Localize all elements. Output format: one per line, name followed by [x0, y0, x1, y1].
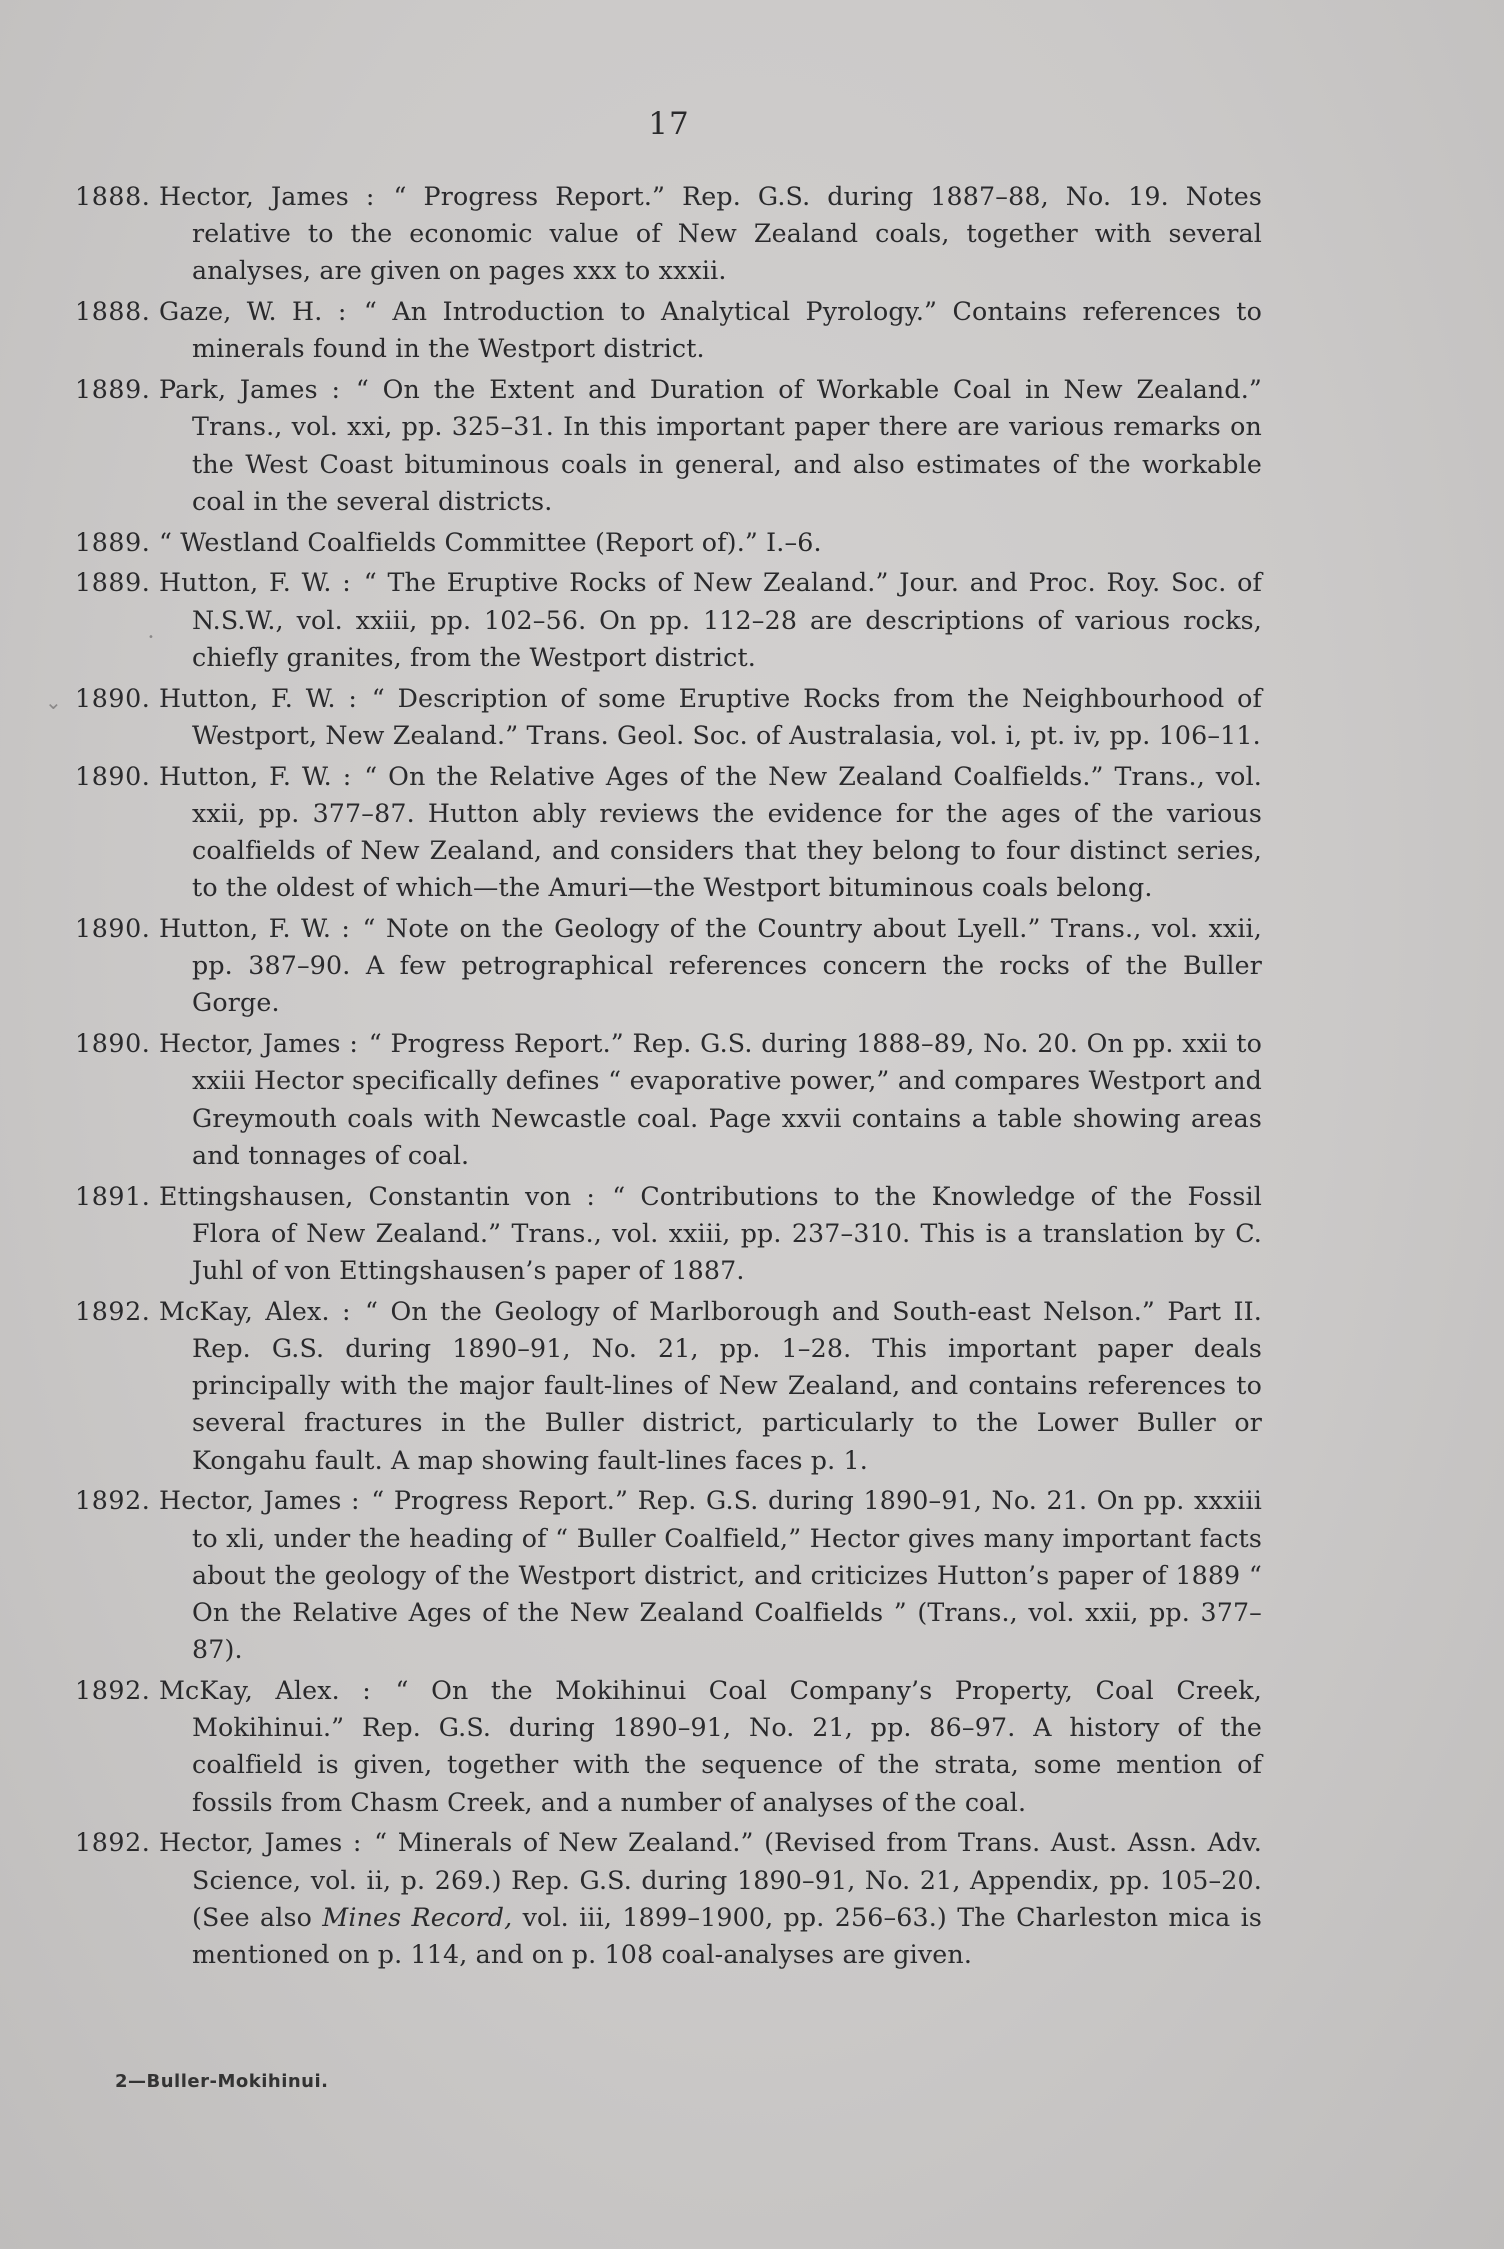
entry-text: “ Description of some Eruptive Rocks from the Neighbourhood of Westport, New Zealand.” Trans. Geol. Soc. of Australasia, vol. i, pt. iv, pp. 106–11. — [192, 683, 1262, 750]
entry-text: “ On the Mokihinui Coal Company’s Property, Coal Creek, Mokihinui.” Rep. G.S. during 1890–91, No. 21, pp. 86–97. A history of the coalfield is given, together with the sequence of the strata, some mention of fossils from Chasm Creek, and a number of analyses of the coal. — [192, 1676, 1262, 1817]
entry-author: Hector, James : — [159, 1828, 362, 1858]
bibliography-entry — [75, 1293, 1262, 1479]
bibliography-entry — [75, 1672, 1262, 1821]
bibliography-entry — [75, 293, 1262, 367]
margin-speck: • — [148, 632, 154, 643]
entry-text: “ Progress Report.” Rep. G.S. during 1888–89, No. 20. On pp. xxii to xxiii Hector specifically defines “ evaporative power,” and compares Westport and Greymouth coals with Newcastle coal. Page xxvii contains a table showing areas and tonnages of coal. — [192, 1029, 1262, 1170]
entry-author: Hutton, F. W. : — [159, 761, 352, 791]
entry-author: Hector, James : — [159, 1486, 360, 1516]
entry-author: Hutton, F. W. : — [159, 914, 351, 944]
entry-text: “ The Eruptive Rocks of New Zealand.” Jour. and Proc. Roy. Soc. of N.S.W., vol. xxiii, pp. 102–56. On pp. 112–28 are descriptions of various rocks, chiefly granites, from the Westport district. — [192, 568, 1263, 672]
entry-author: McKay, Alex. : — [159, 1296, 351, 1326]
bibliography-entry — [75, 178, 1262, 290]
entry-text: “ On the Extent and Duration of Workable Coal in New Zealand.” Trans., vol. xxi, pp. 325–31. In this important paper there are various remarks on the West Coast bituminous coals in general, and also estimates of the workable coal in the several districts. — [192, 375, 1262, 516]
entry-year: 1892. — [75, 1486, 151, 1516]
entry-author: Hector, James : — [159, 1029, 358, 1059]
entry-year: 1890. — [75, 761, 151, 791]
entry-year: 1889. — [75, 527, 151, 557]
bibliography-entry — [75, 1482, 1262, 1668]
entry-year: 1892. — [75, 1828, 151, 1858]
entry-author: Ettingshausen, Constantin von : — [159, 1181, 596, 1211]
entry-year: 1890. — [75, 683, 151, 713]
entry-text: “ On the Relative Ages of the New Zealand Coalfields.” Trans., vol. xxii, pp. 377–87. Hutton ably reviews the evidence for the ages of the various coalfields of New Zealand, and considers that they belong to four distinct series, to the oldest of which—the Amuri—the Westport bituminous coals belong. — [192, 761, 1262, 903]
entry-text: “ Progress Report.” Rep. G.S. during 1887–88, No. 19. Notes relative to the economic value of New Zealand coals, together with several analyses, are given on pages xxx to xxxii. — [192, 182, 1262, 286]
entry-author: Hutton, F. W. : — [159, 683, 358, 713]
margin-pencil-mark: ⌄ — [45, 690, 62, 714]
entry-text: “ Westland Coalfields Committee (Report of).” I.–6. — [159, 527, 822, 557]
bibliography-entry — [75, 371, 1262, 520]
entry-author: Gaze, W. H. : — [159, 297, 347, 327]
entry-author: Hutton, F. W. : — [159, 568, 351, 598]
entry-text-part: vol. iii, 1899–1900, pp. 256–63.) The Charleston mica is mentioned on p. 114, and on p. 108 coal-analyses are given. — [192, 1902, 1262, 1970]
entry-year: 1889. — [75, 375, 151, 405]
signature-footer: 2—Buller-Mokihinui. — [115, 2071, 329, 2092]
entry-text: “ On the Geology of Marlborough and South-east Nelson.” Part II. Rep. G.S. during 1890–91, No. 21, pp. 1–28. This important paper deals principally with the major fault-lines of New Zealand, and contains references to several fractures in the Buller district, particularly to the Lower Buller or Kongahu fault. A map showing fault-lines faces p. 1. — [192, 1296, 1262, 1475]
entry-text: “ An Introduction to Analytical Pyrology.” Contains references to minerals found in the Westport district. — [192, 297, 1263, 364]
bibliography-list — [75, 178, 1262, 1977]
entry-text-part: “ Minerals of New Zealand.” (Revised from Trans. Aust. Assn. Adv. Science, vol. ii, p. 269.) Rep. G.S. during 1890–91, No. 21, Appendix, pp. 105–20. (See also — [192, 1828, 1262, 1932]
entry-year: 1888. — [75, 182, 151, 211]
bibliography-entry — [75, 564, 1262, 676]
bibliography-entry — [75, 1178, 1262, 1290]
bibliography-entry — [75, 524, 1262, 561]
entry-year: 1892. — [75, 1676, 151, 1706]
bibliography-entry — [75, 758, 1262, 907]
bibliography-entry — [75, 1824, 1262, 1973]
entry-year: 1890. — [75, 1029, 151, 1059]
entry-text: “ Progress Report.” Rep. G.S. during 1890–91, No. 21. On pp. xxxiii to xli, under the heading of “ Buller Coalfield,” Hector gives many important facts about the geology of the Westport district, and criticizes Hutton’s paper of 1889 “ On the Relative Ages of the New Zealand Coalfields ” (Trans., vol. xxii, pp. 377–87). — [192, 1486, 1263, 1665]
entry-author: Hector, James : — [159, 182, 375, 211]
entry-text: “ Contributions to the Knowledge of the Fossil Flora of New Zealand.” Trans., vol. xxiii, pp. 237–310. This is a translation by C. Juhl of von Ettingshausen’s paper of 1887. — [192, 1181, 1262, 1286]
entry-author: Park, James : — [159, 375, 341, 405]
entry-year: 1892. — [75, 1296, 151, 1326]
entry-year: 1891. — [75, 1181, 151, 1211]
bibliography-entry — [75, 680, 1262, 754]
entry-italic-title: Mines Record, — [322, 1902, 513, 1932]
bibliography-entry — [75, 910, 1262, 1022]
bibliography-entry — [75, 1025, 1262, 1174]
entry-year: 1890. — [75, 914, 151, 944]
page-number: 17 — [648, 106, 690, 142]
entry-year: 1889. — [75, 568, 151, 598]
entry-text: “ Note on the Geology of the Country about Lyell.” Trans., vol. xxii, pp. 387–90. A few petrographical references concern the rocks of the Buller Gorge. — [192, 914, 1262, 1018]
entry-year: 1888. — [75, 297, 151, 327]
entry-author: McKay, Alex. : — [159, 1676, 371, 1706]
